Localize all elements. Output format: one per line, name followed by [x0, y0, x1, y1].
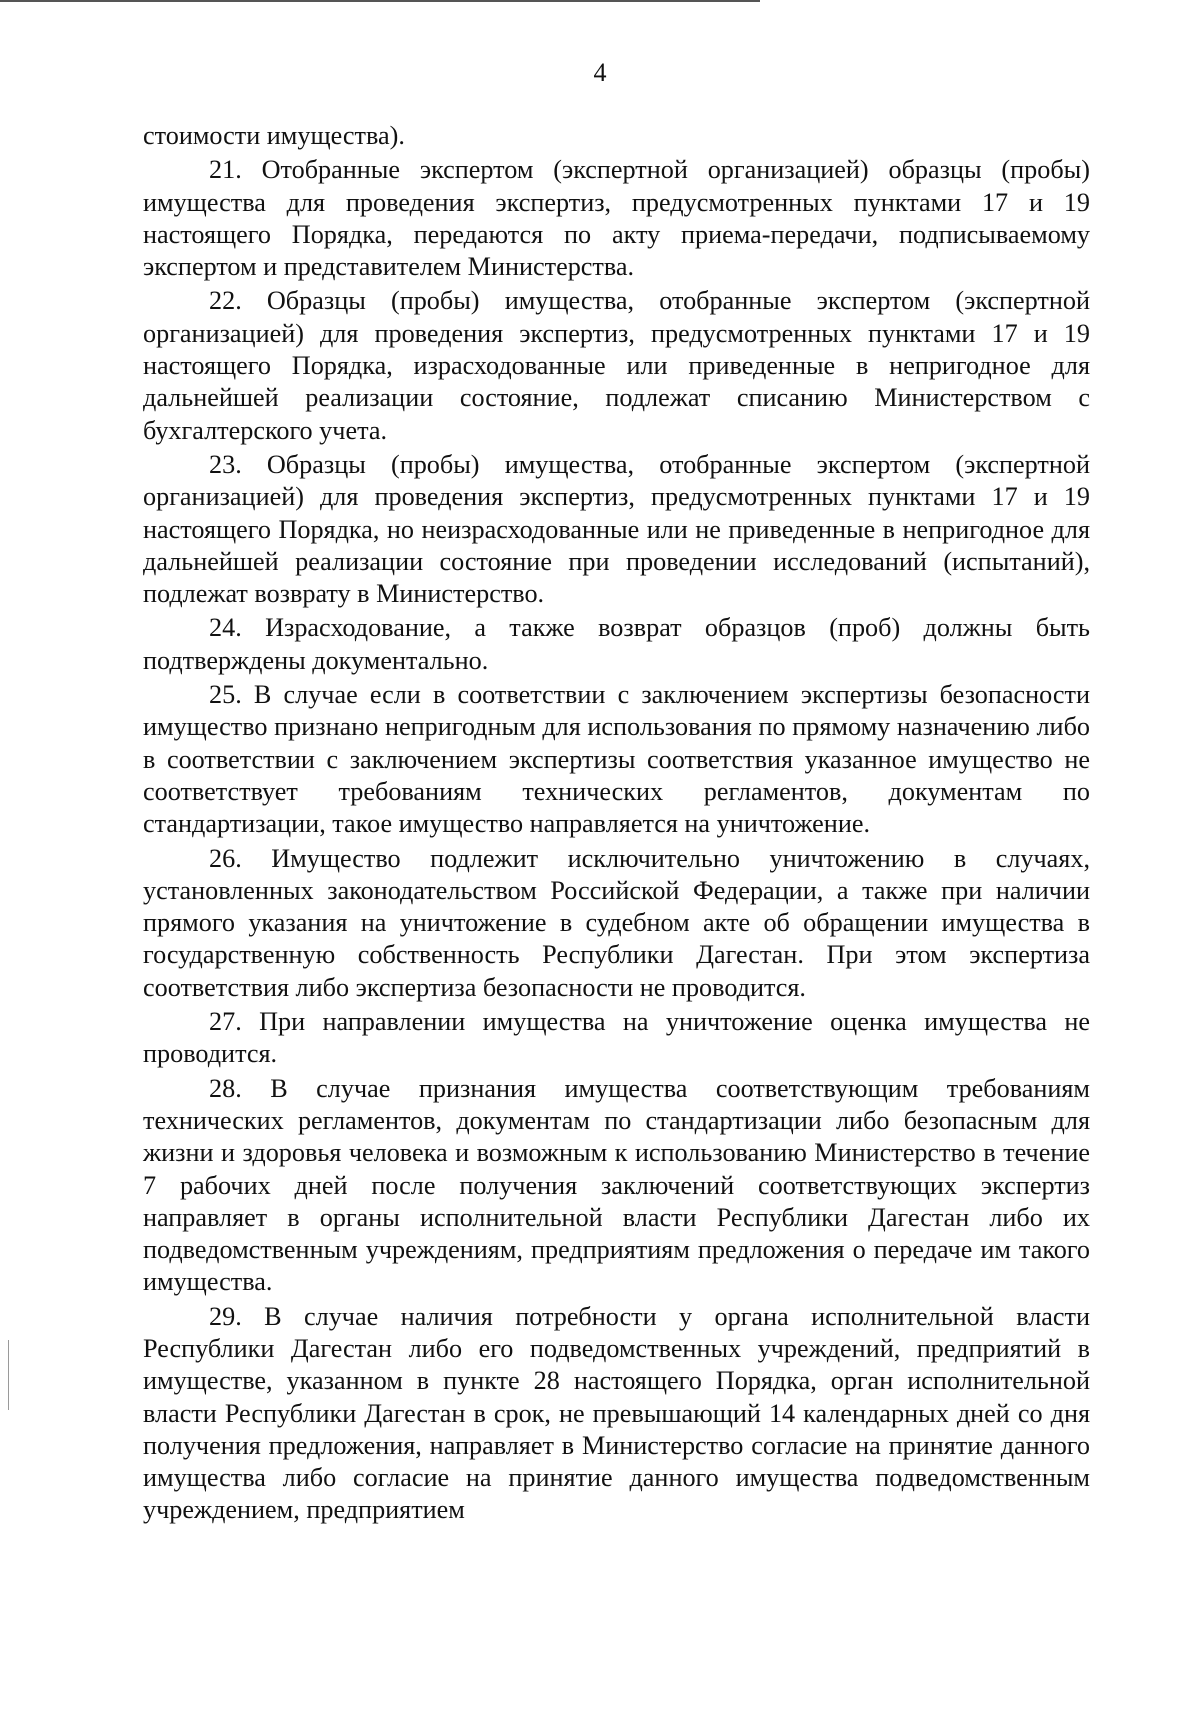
- paragraph-28: 28. В случае признания имущества соответствующим требованиям технических регламентов, документам по стандартизации либо безопасным для жизни и здоровья человека и возможным к использованию Министерство в течение 7 рабочих дней после получения заключений соответствующих экспертиз направляет в органы исполнительной власти Республики Дагестан либо их подведомственным учреждениям, предприятиям предложения о передаче им такого имущества.: [143, 1073, 1090, 1297]
- paragraph-23: 23. Образцы (пробы) имущества, отобранные экспертом (экспертной организацией) для проведения экспертиз, предусмотренных пунктами 17 и 19 настоящего Порядка, но неизрасходованные или не приведенные в непригодное для дальнейшей реализации состояние при проведении исследований (испытаний), подлежат возврату в Министерство.: [143, 449, 1090, 609]
- paragraph-22: 22. Образцы (пробы) имущества, отобранные экспертом (экспертной организацией) для проведения экспертиз, предусмотренных пунктами 17 и 19 настоящего Порядка, израсходованные или приведенные в непригодное для дальнейшей реализации состояние, подлежат списанию Министерством с бухгалтерского учета.: [143, 286, 1090, 445]
- paragraph-21: 21. Отобранные экспертом (экспертной организацией) образцы (пробы) имущества для проведения экспертиз, предусмотренных пунктами 17 и 19 настоящего Порядка, передаются по акту приема-передачи, подписываемому экспертом и представителем Министерства.: [143, 155, 1090, 282]
- paragraph-26: 26. Имущество подлежит исключительно уничтожению в случаях, установленных законодательством Российской Федерации, а также при наличии прямого указания на уничтожение в судебном акте об обращении имущества в государственную собственность Республики Дагестан. При этом экспертиза соответствия либо экспертиза безопасности не проводится.: [143, 843, 1090, 1002]
- paragraph-25: 25. В случае если в соответствии с заключением экспертизы безопасности имущество признано непригодным для использования по прямому назначению либо в соответствии с заключением экспертизы соответствия указанное имущество не соответствует требованиям технических регламентов, документам по стандартизации, такое имущество направляется на уничтожение.: [143, 680, 1090, 839]
- document-body: [143, 120, 1090, 1529]
- paragraph-29: 29. В случае наличия потребности у органа исполнительной власти Республики Дагестан либо его подведомственных учреждений, предприятий в имуществе, указанном в пункте 28 настоящего Порядка, орган исполнительной власти Республики Дагестан в срок, не превышающий 14 календарных дней со дня получения предложения, направляет в Министерство согласие на принятие данного имущества либо согласие на принятие данного имущества подведомственным учреждением, предприятием: [143, 1301, 1090, 1525]
- scan-top-edge: [0, 0, 760, 2]
- page-number: 4: [593, 58, 607, 87]
- paragraph-24: 24. Израсходование, а также возврат образцов (проб) должны быть подтверждены документально.: [143, 613, 1090, 675]
- scan-margin-mark: [8, 1340, 9, 1410]
- paragraph-27: 27. При направлении имущества на уничтожение оценка имущества не проводится.: [143, 1007, 1090, 1069]
- paragraph-continuation: стоимости имущества).: [143, 121, 405, 150]
